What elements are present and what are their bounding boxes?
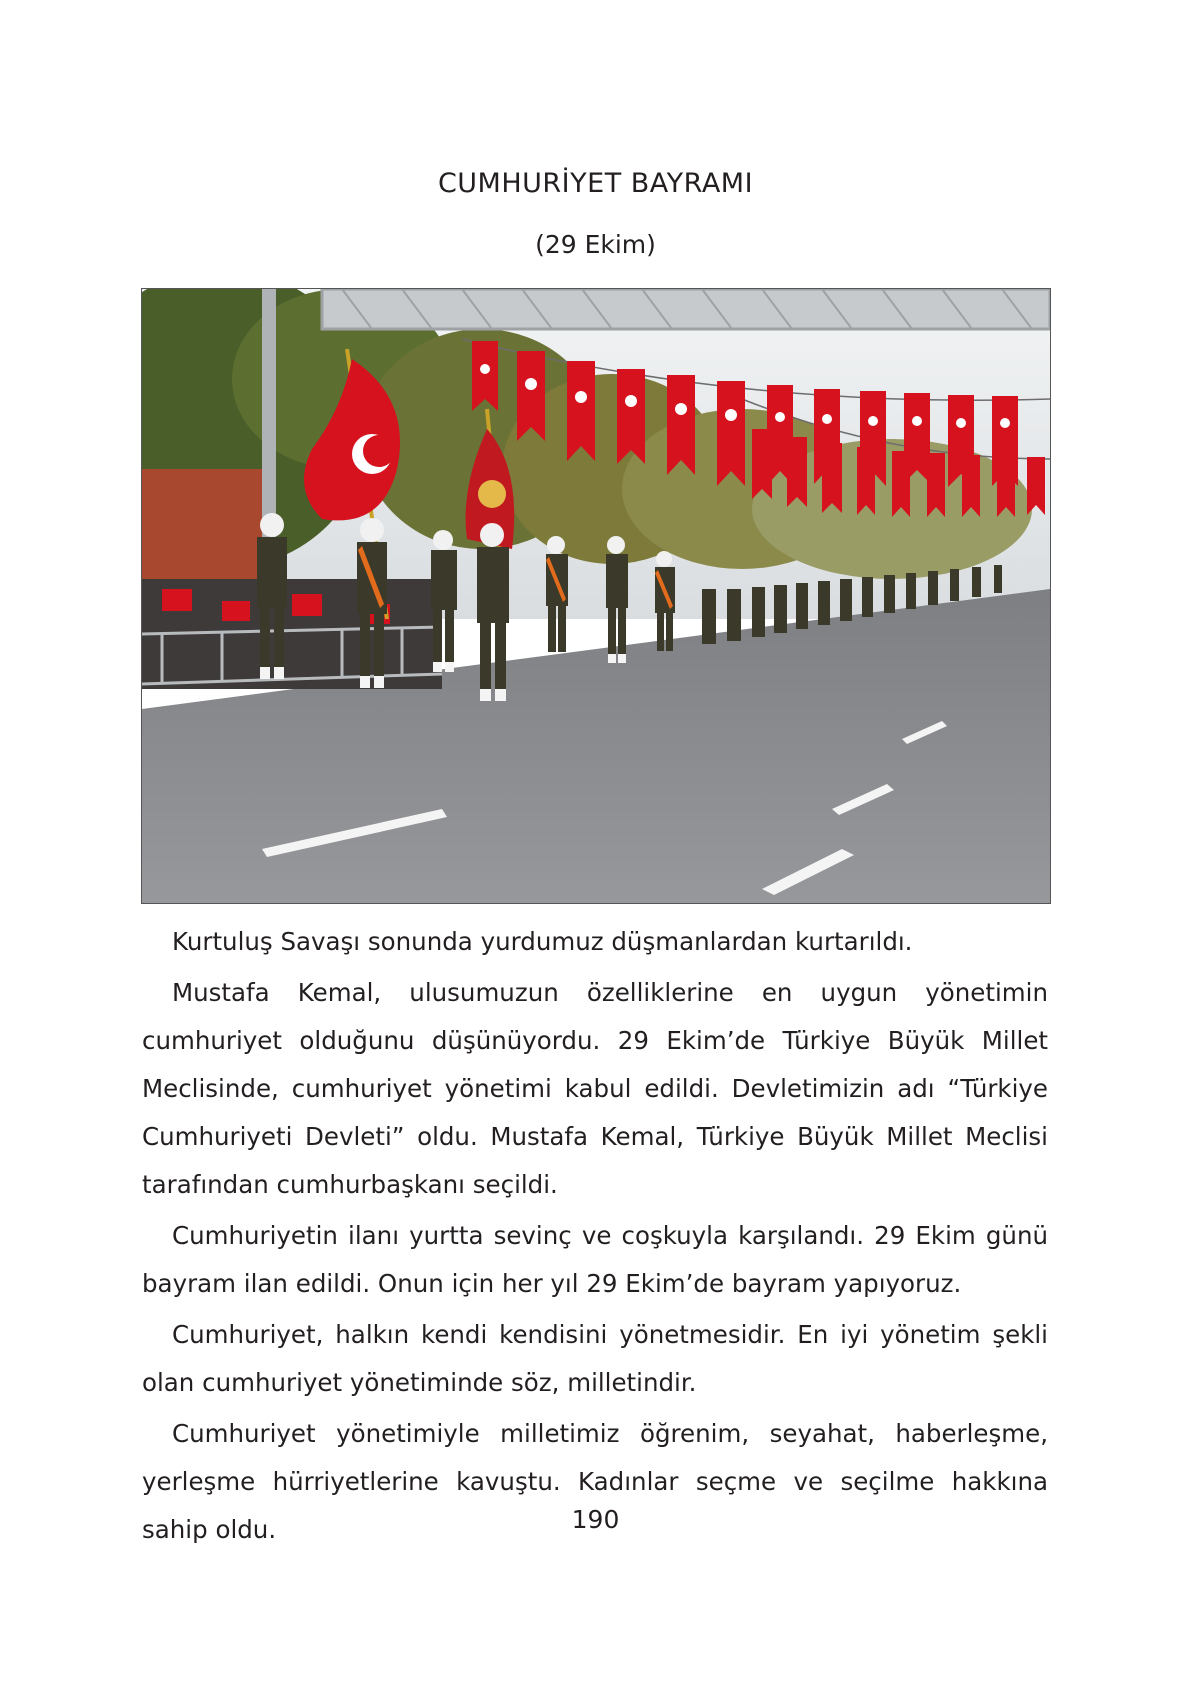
paragraph: Kurtuluş Savaşı sonunda yurdumuz düşmanlardan kurtarıldı. — [172, 927, 913, 956]
paragraph: Cumhuriyet yönetimiyle milletimiz öğrenim, seyahat, haberleşme, yerleşme hürriyetlerine kavuştu. Kadınlar seçme ve seçilme hakkına sahip oldu. — [142, 1419, 1048, 1544]
parade-photo — [141, 288, 1051, 904]
body-text — [142, 918, 1048, 1557]
page-number: 190 — [571, 1505, 620, 1534]
page-subtitle: (29 Ekim) — [535, 230, 656, 259]
page-title: CUMHURİYET BAYRAMI — [437, 168, 754, 199]
paragraph: Cumhuriyetin ilanı yurtta sevinç ve coşkuyla karşılandı. 29 Ekim günü bayram ilan edildi. Onun için her yıl 29 Ekim’de bayram yapıyoruz. — [142, 1221, 1048, 1298]
paragraph: Cumhuriyet, halkın kendi kendisini yönetmesidir. En iyi yönetim şekli olan cumhuriyet yönetiminde söz, milletindir. — [142, 1320, 1048, 1397]
paragraph: Mustafa Kemal, ulusumuzun özelliklerine en uygun yönetimin cumhuriyet olduğunu düşünüyordu. 29 Ekim’de Türkiye Büyük Millet Meclisinde, cumhuriyet yönetimi kabul edildi. Devletimizin adı “Türkiye Cumhuriyeti Devleti” oldu. Mustafa Kemal, Türkiye Büyük Millet Meclisi tarafından cumhurbaşkanı seçildi. — [142, 978, 1048, 1199]
